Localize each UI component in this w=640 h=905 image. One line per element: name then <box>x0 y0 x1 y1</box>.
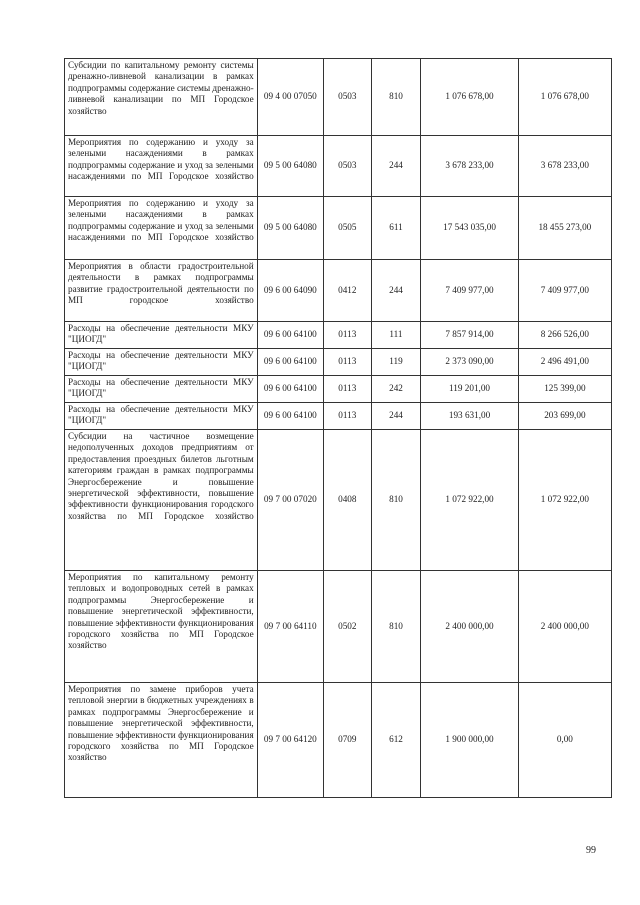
expense-type-code: 111 <box>371 322 421 349</box>
amount-year-2: 2 400 000,00 <box>518 571 611 683</box>
target-article-code: 09 6 00 64100 <box>257 376 323 403</box>
page-number: 99 <box>586 845 596 856</box>
target-article-code: 09 5 00 64080 <box>257 197 323 260</box>
row-description: Мероприятия по замене приборов учета тепловой энергии в бюджетных учреждениях в рамках подпрограммы Энергосбережение и повышение энергетической эффективности, повышение эффективности функционирования городского хозяйства по МП Городское хозяйство <box>65 683 258 798</box>
target-article-code: 09 7 00 64120 <box>257 683 323 798</box>
amount-year-2: 0,00 <box>518 683 611 798</box>
target-article-code: 09 4 00 07050 <box>257 59 323 136</box>
amount-year-1: 1 072 922,00 <box>421 430 518 571</box>
table-row <box>65 571 612 683</box>
amount-year-1: 2 400 000,00 <box>421 571 518 683</box>
amount-year-1: 17 543 035,00 <box>421 197 518 260</box>
table-row <box>65 136 612 197</box>
target-article-code: 09 6 00 64100 <box>257 322 323 349</box>
target-article-code: 09 6 00 64100 <box>257 403 323 430</box>
section-code: 0113 <box>323 403 371 430</box>
target-article-code: 09 7 00 64110 <box>257 571 323 683</box>
table-row <box>65 403 612 430</box>
expense-type-code: 810 <box>371 430 421 571</box>
amount-year-1: 7 857 914,00 <box>421 322 518 349</box>
expense-type-code: 612 <box>371 683 421 798</box>
table-row <box>65 59 612 136</box>
target-article-code: 09 5 00 64080 <box>257 136 323 197</box>
amount-year-1: 1 900 000,00 <box>421 683 518 798</box>
section-code: 0408 <box>323 430 371 571</box>
row-description: Расходы на обеспечение деятельности МКУ "ЦИОГД" <box>65 349 258 376</box>
section-code: 0503 <box>323 59 371 136</box>
amount-year-1: 3 678 233,00 <box>421 136 518 197</box>
section-code: 0709 <box>323 683 371 798</box>
amount-year-2: 8 266 526,00 <box>518 322 611 349</box>
table-row <box>65 683 612 798</box>
budget-table <box>64 58 612 798</box>
amount-year-1: 2 373 090,00 <box>421 349 518 376</box>
expense-type-code: 810 <box>371 571 421 683</box>
expense-type-code: 244 <box>371 136 421 197</box>
table-row <box>65 376 612 403</box>
table-row <box>65 349 612 376</box>
row-description: Мероприятия по капитальному ремонту тепловых и водопроводных сетей в рамках подпрограммы Энергосбережение и повышение энергетической эффективности, повышение эффективности функционирования городского хозяйства по МП Городское хозяйство <box>65 571 258 683</box>
expense-type-code: 611 <box>371 197 421 260</box>
row-description: Расходы на обеспечение деятельности МКУ "ЦИОГД" <box>65 376 258 403</box>
amount-year-1: 119 201,00 <box>421 376 518 403</box>
target-article-code: 09 6 00 64090 <box>257 260 323 322</box>
section-code: 0113 <box>323 376 371 403</box>
target-article-code: 09 6 00 64100 <box>257 349 323 376</box>
row-description: Субсидии по капитальному ремонту системы дренажно-ливневой канализации в рамках подпрограммы содержание системы дренажно-ливневой канализации по МП Городское хозяйство <box>65 59 258 136</box>
row-description: Расходы на обеспечение деятельности МКУ "ЦИОГД" <box>65 322 258 349</box>
amount-year-1: 1 076 678,00 <box>421 59 518 136</box>
table-row <box>65 260 612 322</box>
amount-year-2: 1 076 678,00 <box>518 59 611 136</box>
expense-type-code: 244 <box>371 260 421 322</box>
amount-year-2: 1 072 922,00 <box>518 430 611 571</box>
row-description: Субсидии на частичное возмещение недополученных доходов предприятиям от предоставления проездных билетов льготным категориям граждан в рамках подпрограммы Энергосбережение и повышение энергетической эффективности, повышение эффективности функционирования городского хозяйства по МП Городское хозяйство <box>65 430 258 571</box>
table-row <box>65 322 612 349</box>
amount-year-1: 7 409 977,00 <box>421 260 518 322</box>
amount-year-2: 2 496 491,00 <box>518 349 611 376</box>
row-description: Расходы на обеспечение деятельности МКУ "ЦИОГД" <box>65 403 258 430</box>
amount-year-2: 125 399,00 <box>518 376 611 403</box>
row-description: Мероприятия по содержанию и уходу за зелеными насаждениями в рамках подпрограммы содержание и уход за зелеными насаждениями по МП Городское хозяйство <box>65 197 258 260</box>
amount-year-2: 3 678 233,00 <box>518 136 611 197</box>
section-code: 0113 <box>323 322 371 349</box>
section-code: 0503 <box>323 136 371 197</box>
row-description: Мероприятия в области градостроительной деятельности в рамках подпрограммы развитие градостроительной деятельности по МП городское хозяйство <box>65 260 258 322</box>
section-code: 0505 <box>323 197 371 260</box>
amount-year-1: 193 631,00 <box>421 403 518 430</box>
expense-type-code: 244 <box>371 403 421 430</box>
expense-type-code: 810 <box>371 59 421 136</box>
amount-year-2: 7 409 977,00 <box>518 260 611 322</box>
amount-year-2: 203 699,00 <box>518 403 611 430</box>
section-code: 0502 <box>323 571 371 683</box>
target-article-code: 09 7 00 07020 <box>257 430 323 571</box>
expense-type-code: 119 <box>371 349 421 376</box>
amount-year-2: 18 455 273,00 <box>518 197 611 260</box>
section-code: 0412 <box>323 260 371 322</box>
table-row <box>65 197 612 260</box>
expense-type-code: 242 <box>371 376 421 403</box>
section-code: 0113 <box>323 349 371 376</box>
table-row <box>65 430 612 571</box>
row-description: Мероприятия по содержанию и уходу за зелеными насаждениями в рамках подпрограммы содержание и уход за зелеными насаждениями по МП Городское хозяйство <box>65 136 258 197</box>
